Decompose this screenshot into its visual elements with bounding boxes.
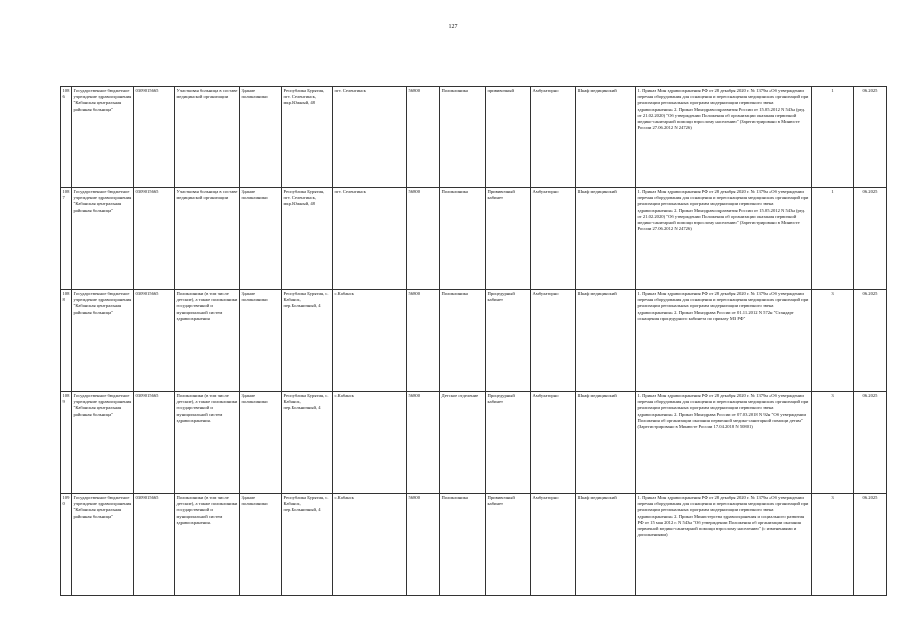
cell-year: 06.2025 (854, 290, 887, 392)
table-row (61, 290, 887, 392)
cell-num: 1090 (61, 494, 72, 596)
cell-num: 1088 (61, 290, 72, 392)
cell-equipment: Шкаф медицинский (576, 494, 636, 596)
cell-oktmo: 56800 (407, 392, 440, 494)
cell-unit: Поликлиники (в том числе детские), а также поликлиники государственной и муниципальной систем здравоохранения. (175, 494, 240, 596)
cell-department: Поликлиника (440, 87, 486, 188)
cell-basis: 1. Приказ Мин здравоохранения РФ от 28 декабря 2020 г. № 1379н «Об утверждении перечня оборудования для оснащения и переоснащения медицинских организаций при реализации региональных программ модернизации первичного звена здравоохранения» 2. Приказ Минздравсоцразвития России от 15.05.2012 N 543н (ред. от 21.02.2020) "Об утверждении Положения об организации оказания первичной медико-санитарной помощи взрослому населению" (Зарегистрировано в Минюсте России 27.06.2012 N 24726) (636, 188, 812, 290)
cell-equipment: Шкаф медицинский (576, 392, 636, 494)
cell-code: 0309015665 (134, 87, 175, 188)
cell-settlement: с.Кабанск (333, 290, 407, 392)
equipment-registry-table (60, 86, 887, 596)
cell-num: 1089 (61, 392, 72, 494)
cell-code: 0309015665 (134, 188, 175, 290)
cell-basis: 1. Приказ Мин здравоохранения РФ от 28 декабря 2020 г. № 1379н «Об утверждении перечня оборудования для оснащения и переоснащения медицинских организаций при реализации региональных программ модернизации первичного звена здравоохранения» 2. Приказ Министерства здравоохранения и социального развития РФ от 15 мая 2012 г. N 543н "Об утверждении Положения об организации оказания первичной медико-санитарной помощи взрослому населению" (с изменениями и дополнениями) (636, 494, 812, 596)
cell-oktmo: 56800 (407, 290, 440, 392)
cell-care: Амбулаторно (531, 392, 576, 494)
cell-department: Поликлиника (440, 494, 486, 596)
cell-org: Государственное бюджетное учреждение здравоохранения "Кабанская центральная районная больница" (72, 87, 134, 188)
cell-department: Поликлиника (440, 188, 486, 290)
cell-org: Государственное бюджетное учреждение здравоохранения "Кабанская центральная районная больница" (72, 188, 134, 290)
cell-room: Процедурный кабинет (486, 290, 531, 392)
cell-year: 06.2025 (854, 188, 887, 290)
cell-unit: Поликлиники (в том числе детские), а также поликлиники государственной и муниципальной систем здравоохранения (175, 290, 240, 392)
cell-settlement: пгт. Селенгинск (333, 188, 407, 290)
cell-oktmo: 56800 (407, 188, 440, 290)
cell-care: Амбулаторно (531, 188, 576, 290)
cell-equipment: Шкаф медицинский (576, 188, 636, 290)
table-row (61, 188, 887, 290)
cell-building: Здание поликлиники (240, 87, 282, 188)
cell-code: 0309015665 (134, 290, 175, 392)
cell-room: Процедурный кабинет (486, 392, 531, 494)
cell-settlement: пгт. Селенгинск (333, 87, 407, 188)
cell-basis: 1. Приказ Мин здравоохранения РФ от 28 декабря 2020 г. № 1379н «Об утверждении перечня оборудования для оснащения и переоснащения медицинских организаций при реализации региональных программ модернизации первичного звена здравоохранения» 2. Приказ Минздравсоцразвития России от 15.05.2012 N 543н (ред. от 21.02.2020) "Об утверждении Положения об организации оказания первичной медико-санитарной помощи взрослому населению" (Зарегистрировано в Минюсте России 27.06.2012 N 24726) (636, 87, 812, 188)
cell-address: Республика Бурятия, с. Кабанск, пер.Больничный, 4 (282, 290, 333, 392)
cell-settlement: с.Кабанск (333, 494, 407, 596)
cell-qty: 3 (812, 392, 854, 494)
cell-basis: 1. Приказ Мин здравоохранения РФ от 28 декабря 2020 г. № 1379н «Об утверждении перечня оборудования для оснащения и переоснащения медицинских организаций при реализации региональных программ модернизации первичного звена здравоохранения» 2. Приказ Минздрава России от 07.03.2018 N 92н "Об утверждении Положения об организации оказания первичной медико-санитарной помощи детям" (Зарегистрировано в Минюсте России 17.04.2018 N 50801) (636, 392, 812, 494)
cell-building: Здание поликлиники (240, 188, 282, 290)
cell-address: Республика Бурятия, пгт. Селенгинск, мкр.Южный, 48 (282, 188, 333, 290)
cell-address: Республика Бурятия, с. Кабанск, пер.Больничный, 4 (282, 392, 333, 494)
table-row (61, 87, 887, 188)
cell-org: Государственное бюджетное учреждение здравоохранения "Кабанская центральная районная больница" (72, 392, 134, 494)
cell-qty: 3 (812, 290, 854, 392)
cell-building: Здание поликлиники (240, 494, 282, 596)
cell-care: Амбулаторно (531, 87, 576, 188)
cell-unit: Участковая больница в составе медицинской организации (175, 87, 240, 188)
cell-org: Государственное бюджетное учреждение здравоохранения "Кабанская центральная районная больница" (72, 494, 134, 596)
cell-qty: 3 (812, 494, 854, 596)
cell-qty: 1 (812, 87, 854, 188)
page-number: 127 (448, 24, 458, 30)
cell-code: 0309015665 (134, 392, 175, 494)
cell-settlement: с.Кабанск (333, 392, 407, 494)
cell-num: 1087 (61, 188, 72, 290)
cell-department: Детское отделение (440, 392, 486, 494)
cell-year: 06.2025 (854, 87, 887, 188)
cell-num: 1086 (61, 87, 72, 188)
cell-year: 06.2025 (854, 494, 887, 596)
cell-room: Прививочный кабинет (486, 188, 531, 290)
cell-department: Поликлиника (440, 290, 486, 392)
cell-equipment: Шкаф медицинский (576, 87, 636, 188)
cell-code: 0309015665 (134, 494, 175, 596)
cell-unit: Участковая больница в составе медицинской организации (175, 188, 240, 290)
cell-address: Республика Бурятия, с. Кабанск, пер.Больничный, 4 (282, 494, 333, 596)
cell-qty: 1 (812, 188, 854, 290)
cell-room: прививочный (486, 87, 531, 188)
cell-oktmo: 56800 (407, 494, 440, 596)
table-row (61, 392, 887, 494)
cell-care: Амбулаторно (531, 494, 576, 596)
cell-care: Амбулаторно (531, 290, 576, 392)
cell-basis: 1. Приказ Мин здравоохранения РФ от 28 декабря 2020 г. № 1379н «Об утверждении перечня оборудования для оснащения и переоснащения медицинских организаций при реализации региональных программ модернизации первичного звена здравоохранения» 2. Приказ Минздрава России от 01.11.2012 N 572н "Стандарт оснащения процедурного кабинета по приказу МЗ РФ" (636, 290, 812, 392)
table-row (61, 494, 887, 596)
cell-org: Государственное бюджетное учреждение здравоохранения "Кабанская центральная районная больница" (72, 290, 134, 392)
cell-equipment: Шкаф медицинский (576, 290, 636, 392)
cell-unit: Поликлиники (в том числе детские), а также поликлиники государственной и муниципальной систем здравоохранения. (175, 392, 240, 494)
cell-address: Республика Бурятия, пгт. Селенгинск, мкр.Южный, 48 (282, 87, 333, 188)
cell-room: Прививочный кабинет (486, 494, 531, 596)
cell-building: Здание поликлиники (240, 392, 282, 494)
cell-year: 06.2025 (854, 392, 887, 494)
cell-oktmo: 56800 (407, 87, 440, 188)
cell-building: Здание поликлиники (240, 290, 282, 392)
